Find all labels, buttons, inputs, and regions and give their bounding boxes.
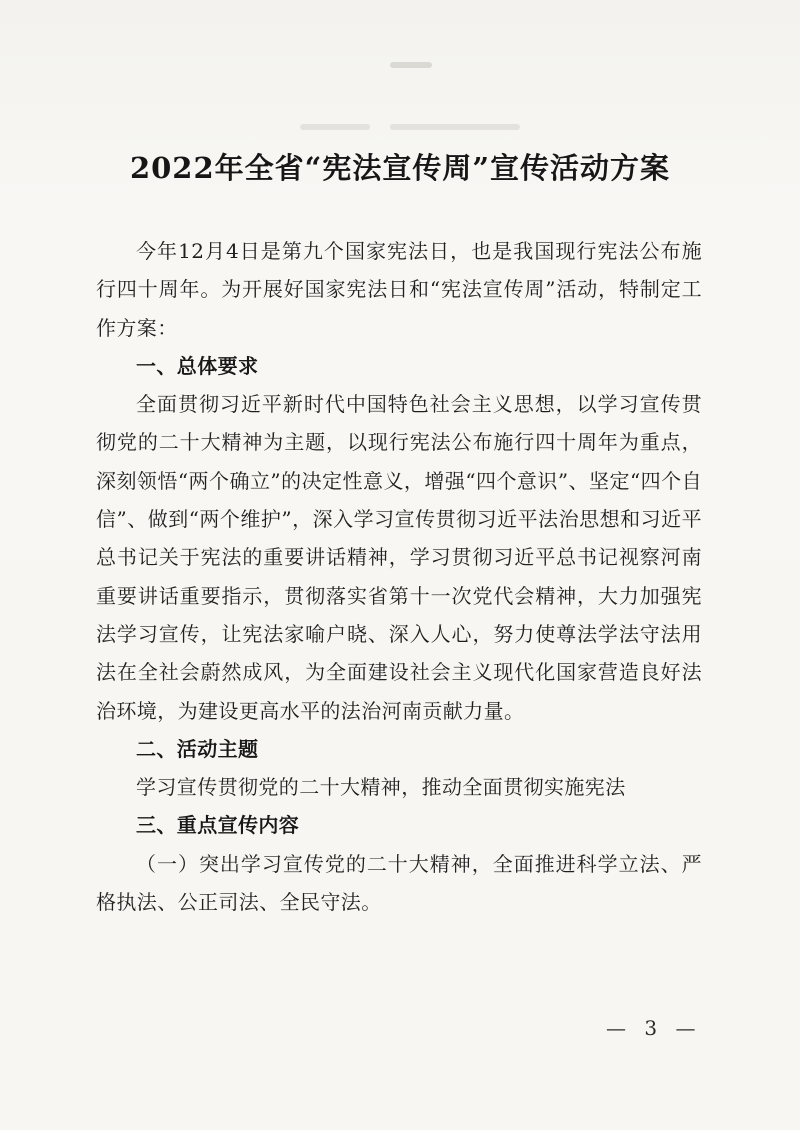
key-content-item-1: （一）突出学习宣传党的二十大精神，全面推进科学立法、严格执法、公正司法、全民守法。 [96,851,702,915]
page-number: — 3 — [606,1016,702,1040]
bleed-through-mark [300,124,370,130]
document-body [96,232,702,921]
section-heading-general-requirements: 一、总体要求 [136,353,259,378]
activity-theme-paragraph: 学习宣传贯彻党的二十大精神，推动全面贯彻实施宪法 [136,775,626,800]
bleed-through-mark [390,62,432,68]
section-heading-activity-theme: 二、活动主题 [136,736,259,761]
bleed-through-mark [390,124,520,130]
document-title: 2022年全省“宪法宣传周”宣传活动方案 [129,151,671,185]
section-heading-key-content: 三、重点宣传内容 [136,813,300,838]
intro-paragraph: 今年12月4日是第九个国家宪法日，也是我国现行宪法公布施行四十周年。为开展好国家宪法日和“宪法宣传周”活动，特制定工作方案： [96,239,702,340]
general-requirements-paragraph: 全面贯彻习近平新时代中国特色社会主义思想，以学习宣传贯彻党的二十大精神为主题，以现行宪法公布施行四十周年为重点，深刻领悟“两个确立”的决定性意义，增强“四个意识”、坚定“四个自信”、做到“两个维护”，深入学习宣传贯彻习近平法治思想和习近平总书记关于宪法的重要讲话精神，学习贯彻习近平总书记视察河南重要讲话重要指示，贯彻落实省第十一次党代会精神，大力加强宪法学习宣传，让宪法家喻户晓、深入人心，努力使尊法学法守法用法在全社会蔚然成风，为全面建设社会主义现代化国家营造良好法治环境，为建设更高水平的法治河南贡献力量。 [96,392,702,723]
